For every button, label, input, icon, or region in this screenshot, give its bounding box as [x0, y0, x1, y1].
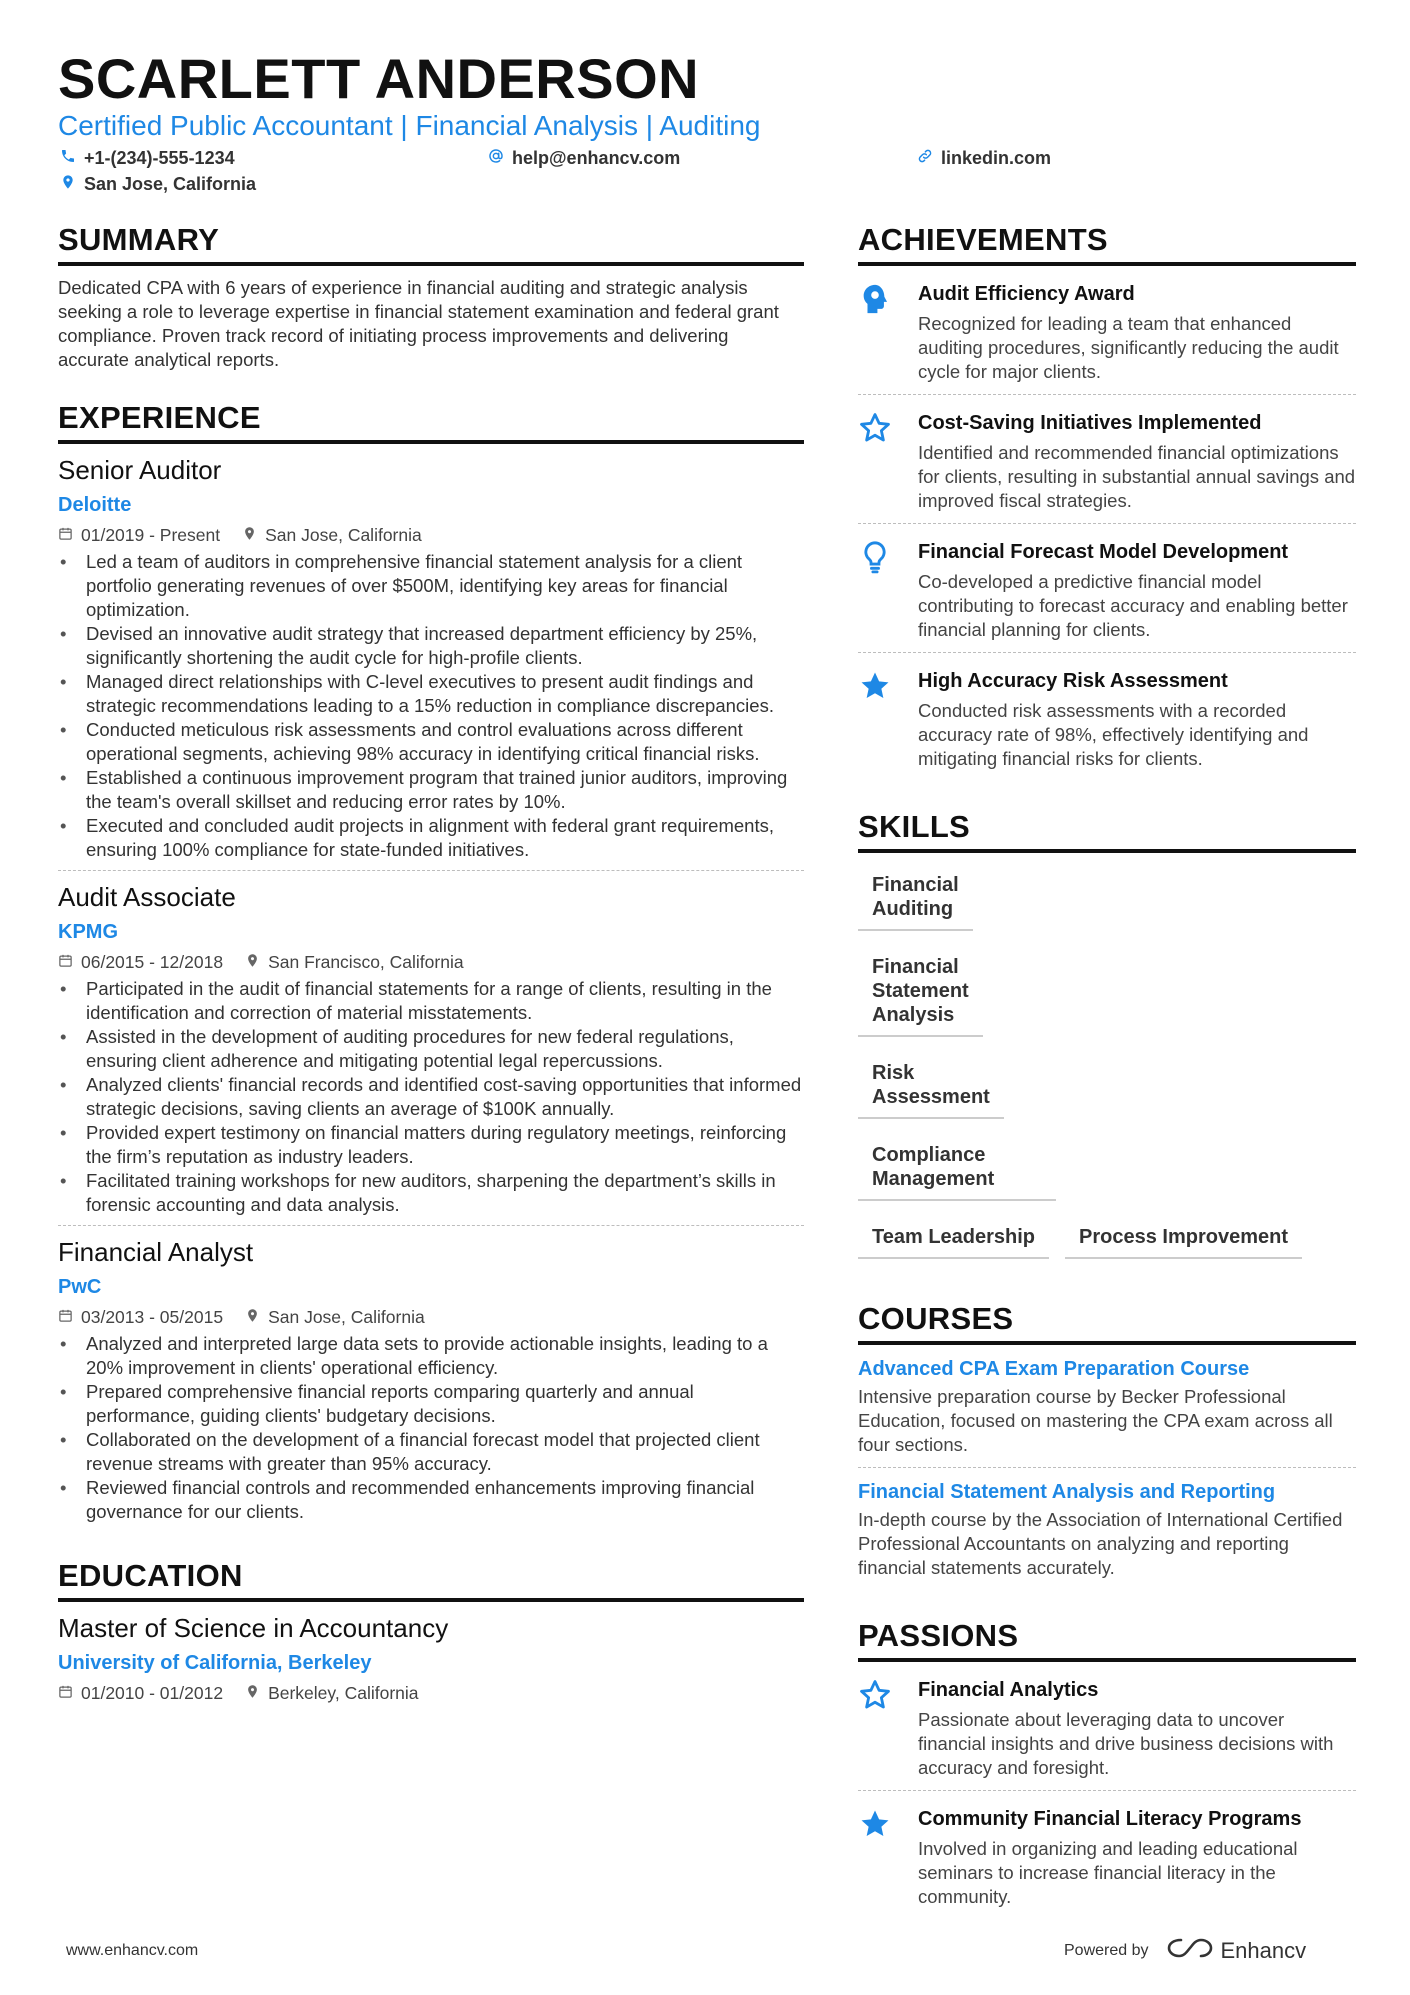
job-location-text: San Francisco, California — [268, 952, 464, 972]
courses-list — [858, 1345, 1356, 1590]
bullet-item: • Analyzed and interpreted large data sets to provide actionable insights, leading to a 20% improvement in clients' operational efficiency. — [58, 1332, 804, 1380]
job-location — [245, 949, 464, 975]
star-outline-icon — [858, 409, 918, 513]
candidate-headline: Certified Public Accountant | Financial Analysis | Auditing — [58, 110, 761, 141]
location-pin-icon — [60, 174, 76, 195]
calendar-icon — [58, 522, 73, 548]
education-entry — [58, 1602, 804, 1712]
bullet-item: • Facilitated training workshops for new auditors, sharpening the department’s skills in forensic accounting and data analysis. — [58, 1169, 804, 1217]
location-pin-icon — [245, 949, 260, 975]
education-section — [58, 1556, 804, 1712]
passion-item-title: Community Financial Literacy Programs — [918, 1808, 1302, 1830]
courses-section — [858, 1299, 1356, 1590]
job-location-text: San Jose, California — [265, 525, 422, 545]
bullet-item: • Conducted meticulous risk assessments and control evaluations across different operational segments, achieving 98% accuracy in identifying critical financial risks. — [58, 718, 804, 766]
achievements-section — [858, 220, 1356, 781]
star-filled-icon — [858, 667, 918, 771]
achievement-item-title: Audit Efficiency Award — [918, 283, 1135, 305]
star-outline-icon — [858, 1676, 918, 1780]
skill-tag: Risk Assessment — [858, 1051, 1004, 1119]
skill-tag: Financial Auditing — [858, 863, 973, 931]
passion-item-title: Financial Analytics — [918, 1679, 1099, 1701]
location-pin-icon — [242, 522, 257, 548]
calendar-icon — [58, 949, 73, 975]
contact-phone — [60, 148, 235, 169]
calendar-icon — [58, 1680, 73, 1706]
achievement-item-body — [918, 409, 1356, 513]
education-meta — [58, 1680, 804, 1706]
job-title: Senior Auditor — [58, 455, 222, 485]
job-dates — [58, 1304, 223, 1330]
at-icon — [488, 148, 504, 169]
footer-branding — [1064, 1936, 1306, 1966]
left-column — [58, 220, 804, 1738]
passion-item — [858, 1790, 1356, 1919]
passion-item — [858, 1662, 1356, 1790]
company-name: Deloitte — [58, 494, 132, 516]
job-location — [242, 522, 422, 548]
company-name: PwC — [58, 1276, 102, 1298]
achievement-item — [858, 394, 1356, 523]
achievement-item-body — [918, 667, 1356, 771]
summary-heading: SUMMARY — [58, 220, 804, 266]
right-column — [858, 220, 1356, 1945]
bullet-item: • Provided expert testimony on financial matters during regulatory meetings, reinforcing the firm’s reputation as industry leaders. — [58, 1121, 804, 1169]
achievements-heading: ACHIEVEMENTS — [858, 220, 1356, 266]
job-dates — [58, 949, 223, 975]
job-meta — [58, 522, 804, 548]
bullet-item: • Assisted in the development of auditing procedures for new federal regulations, ensuring client adherence and mitigating potential legal repercussions. — [58, 1025, 804, 1073]
passion-item-description: Involved in organizing and leading educational seminars to increase financial literacy in the community. — [918, 1838, 1298, 1907]
achievement-item-body — [918, 538, 1356, 642]
bullet-item: • Analyzed clients' financial records and identified cost-saving opportunities that informed strategic decisions, saving clients an average of $100K annually. — [58, 1073, 804, 1121]
course-title: Advanced CPA Exam Preparation Course — [858, 1358, 1250, 1380]
course-item — [858, 1345, 1356, 1467]
achievements-list — [858, 266, 1356, 781]
job-dates-text: 01/2019 - Present — [81, 525, 221, 545]
job-dates-text: 03/2013 - 05/2015 — [81, 1307, 224, 1327]
passions-heading: PASSIONS — [858, 1616, 1356, 1662]
job-entry — [58, 1225, 804, 1530]
skills-heading: SKILLS — [858, 807, 1356, 853]
course-item — [858, 1467, 1356, 1590]
achievement-item — [858, 523, 1356, 652]
candidate-name: SCARLETT ANDERSON — [58, 47, 700, 110]
passion-item-body — [918, 1676, 1356, 1780]
job-entry — [58, 870, 804, 1223]
company-name: KPMG — [58, 921, 118, 943]
degree-title: Master of Science in Accountancy — [58, 1613, 449, 1643]
achievement-item-description: Recognized for leading a team that enhanced auditing procedures, significantly reducing the audit cycle for major clients. — [918, 313, 1339, 382]
location-pin-icon — [245, 1304, 260, 1330]
course-description: Intensive preparation course by Becker Professional Education, focused on mastering the CPA exam across all four sections. — [858, 1386, 1333, 1455]
skill-tag: Team Leadership — [858, 1215, 1049, 1259]
achievement-item — [858, 266, 1356, 394]
contact-email[interactable] — [488, 148, 680, 169]
achievement-item — [858, 652, 1356, 781]
job-bullets — [58, 550, 804, 862]
education-location — [245, 1680, 418, 1706]
job-location-text: San Jose, California — [268, 1307, 425, 1327]
experience-section — [58, 398, 804, 1530]
head-icon — [858, 280, 918, 384]
bullet-item: • Participated in the audit of financial statements for a range of clients, resulting in the identification and correction of material misstatements. — [58, 977, 804, 1025]
contact-location — [60, 174, 256, 195]
bullet-item: • Devised an innovative audit strategy that increased department efficiency by 25%, significantly shortening the audit cycle for high-profile clients. — [58, 622, 804, 670]
education-dates — [58, 1680, 223, 1706]
contact-linkedin[interactable] — [917, 148, 1051, 169]
calendar-icon — [58, 1304, 73, 1330]
job-bullets — [58, 1332, 804, 1524]
achievement-item-title: High Accuracy Risk Assessment — [918, 670, 1228, 692]
job-meta — [58, 1304, 804, 1330]
job-dates — [58, 522, 220, 548]
achievement-item-description: Conducted risk assessments with a recorded accuracy rate of 98%, effectively identifying and mitigating financial risks for clients. — [918, 700, 1309, 769]
bullet-item: • Established a continuous improvement program that trained junior auditors, improving the team's overall skillset and reducing error rates by 10%. — [58, 766, 804, 814]
summary-section — [58, 220, 804, 372]
email-link[interactable]: help@enhancv.com — [512, 148, 681, 168]
passion-item-body — [918, 1805, 1356, 1909]
powered-by-text: Powered by — [1064, 1942, 1149, 1959]
education-heading: EDUCATION — [58, 1556, 804, 1602]
achievement-item-title: Financial Forecast Model Development — [918, 541, 1289, 563]
enhancv-logo-icon — [1167, 1936, 1213, 1966]
summary-text: Dedicated CPA with 6 years of experience in financial auditing and strategic analysis seeking a role to leverage expertise in financial statement examination and federal grant compliance. Proven track record of initiating process improvements and delivering accurate analytical reports. — [58, 277, 779, 370]
job-title: Financial Analyst — [58, 1237, 254, 1267]
star-filled-icon — [858, 1805, 918, 1909]
job-meta — [58, 949, 804, 975]
achievement-item-description: Identified and recommended financial optimizations for clients, resulting in substantial annual savings and improved fiscal strategies. — [918, 442, 1356, 511]
bullet-item: • Prepared comprehensive financial reports comparing quarterly and annual performance, guiding clients' budgetary decisions. — [58, 1380, 804, 1428]
bullet-item: • Managed direct relationships with C-level executives to present audit findings and strategic recommendations leading to a 15% reduction in compliance discrepancies. — [58, 670, 804, 718]
job-title: Audit Associate — [58, 882, 236, 912]
achievement-item-description: Co-developed a predictive financial model contributing to forecast accuracy and enabling better financial planning for clients. — [918, 571, 1348, 640]
experience-heading: EXPERIENCE — [58, 398, 804, 444]
enhancv-brand-text: Enhancv — [1220, 1938, 1307, 1963]
location-pin-icon — [245, 1680, 260, 1706]
experience-list — [58, 444, 804, 1530]
bullet-item: • Reviewed financial controls and recommended enhancements improving financial governance for our clients. — [58, 1476, 804, 1524]
education-dates-text: 01/2010 - 01/2012 — [81, 1683, 224, 1703]
job-dates-text: 06/2015 - 12/2018 — [81, 952, 224, 972]
job-bullets — [58, 977, 804, 1217]
link-icon — [917, 148, 933, 169]
passions-section — [858, 1616, 1356, 1919]
skill-tag: Financial Statement Analysis — [858, 945, 983, 1037]
location-text: San Jose, California — [84, 174, 257, 194]
phone-text: +1-(234)-555-1234 — [84, 148, 235, 168]
job-location — [245, 1304, 425, 1330]
bullet-item: • Collaborated on the development of a financial forecast model that projected client revenue streams with greater than 95% accuracy. — [58, 1428, 804, 1476]
job-entry — [58, 444, 804, 868]
lightbulb-icon — [858, 538, 918, 642]
achievement-item-body — [918, 280, 1356, 384]
phone-icon — [60, 148, 76, 169]
skills-list — [858, 853, 1356, 1273]
bullet-item: • Led a team of auditors in comprehensive financial statement analysis for a client portfolio generating revenues of over $500M, identifying key areas for financial optimization. — [58, 550, 804, 622]
passions-list — [858, 1662, 1356, 1919]
passion-item-description: Passionate about leveraging data to uncover financial insights and drive business decisions with accuracy and foresight. — [918, 1709, 1334, 1778]
linkedin-link[interactable]: linkedin.com — [941, 148, 1052, 168]
bullet-item: • Executed and concluded audit projects in alignment with federal grant requirements, ensuring 100% compliance for state-funded initiatives. — [58, 814, 804, 862]
course-title: Financial Statement Analysis and Reporting — [858, 1481, 1276, 1503]
footer-website[interactable]: www.enhancv.com — [66, 1942, 199, 1959]
achievement-item-title: Cost-Saving Initiatives Implemented — [918, 412, 1262, 434]
skill-tag: Process Improvement — [1065, 1215, 1302, 1259]
enhancv-logo[interactable] — [1167, 1936, 1307, 1966]
school-name: University of California, Berkeley — [58, 1652, 372, 1674]
courses-heading: COURSES — [858, 1299, 1356, 1345]
skills-section — [858, 807, 1356, 1273]
education-location-text: Berkeley, California — [268, 1683, 419, 1703]
skill-tag: Compliance Management — [858, 1133, 1056, 1201]
course-description: In-depth course by the Association of International Certified Professional Accountants on analyzing and reporting financial statements accurately. — [858, 1509, 1343, 1578]
